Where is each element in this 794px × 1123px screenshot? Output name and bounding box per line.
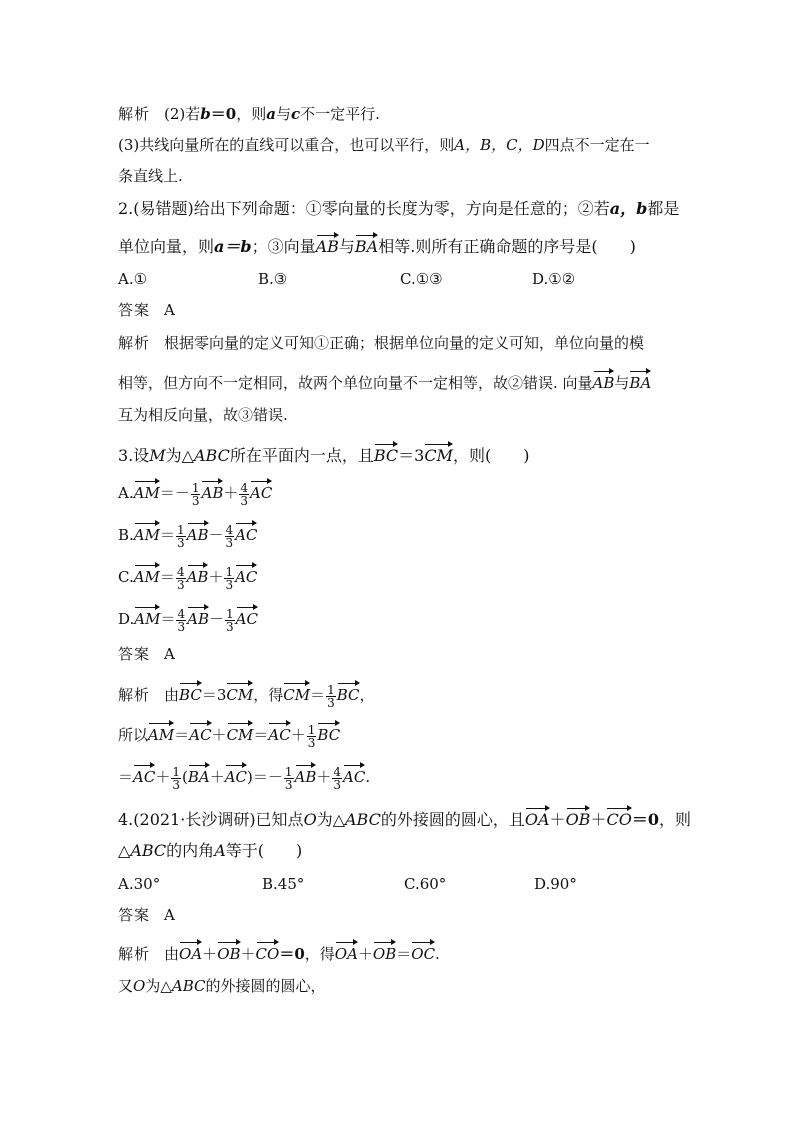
vector-co: CO (256, 939, 280, 965)
fraction (176, 566, 186, 591)
vector-cm: CM (424, 441, 453, 467)
text: ＝0 (279, 945, 305, 963)
text: ＋ (240, 945, 256, 963)
text: 2.(易错题)给出下列命题：①零向量的长度为零，方向是任意的；②若 (118, 199, 610, 218)
vector-cm: CM (227, 720, 254, 746)
answer-label: 答案 (118, 301, 151, 319)
text: . (365, 768, 371, 786)
vector-am: AM (134, 562, 160, 588)
vector-ac: AC (268, 720, 290, 746)
question-4-options (118, 873, 678, 895)
analysis-label: 解析 (118, 105, 151, 123)
text: ＋ (155, 768, 171, 786)
vector-ac: AC (236, 604, 258, 630)
option-label: D. (118, 610, 135, 628)
vector-ba: BA (355, 232, 378, 258)
option-c: C.①③ (400, 270, 443, 288)
text: ＝ (160, 526, 176, 544)
num: 1 (177, 522, 185, 537)
fraction (225, 524, 235, 549)
text: 与 (338, 237, 355, 256)
question-4-answer (118, 904, 175, 926)
fraction (224, 566, 234, 591)
text: ＋ (290, 726, 306, 744)
text: 相等.则所有正确命题的序号是( ) (378, 237, 636, 256)
text: ＝0 (631, 810, 659, 829)
option-b: B.45° (262, 875, 305, 893)
fraction (171, 766, 181, 791)
var: M (149, 446, 166, 465)
option-a: A.① (118, 270, 148, 288)
text: － (174, 484, 190, 502)
question-2-answer (118, 299, 175, 321)
fraction (239, 482, 249, 507)
text: ＋ (590, 810, 607, 829)
vector-am: AM (148, 720, 174, 746)
option-c: C.60° (404, 875, 447, 893)
den: 3 (225, 577, 234, 592)
vector-cm: CM (283, 680, 310, 706)
var-c: c (290, 105, 301, 123)
text: 四点不一定在一 (544, 136, 650, 154)
num: 1 (307, 722, 316, 737)
text: (2)若 (164, 105, 201, 123)
vector-ac: AC (235, 520, 257, 546)
vector-oa: OA (179, 939, 202, 965)
den: 3 (327, 695, 335, 710)
text: ＝ (159, 568, 175, 586)
text: )＝－ (247, 768, 283, 786)
question-3-analysis-2 (118, 720, 340, 749)
text: 条直线上. (118, 167, 183, 185)
analysis-label: 解析 (118, 334, 151, 352)
question-4-analysis-2 (118, 975, 326, 997)
fraction (326, 684, 336, 709)
analysis-line-part3-cont (118, 165, 183, 187)
fraction (176, 524, 186, 549)
question-3-answer (118, 643, 175, 665)
vector-ac: AC (189, 720, 211, 746)
analysis-line-part2 (118, 103, 380, 125)
text: 所以 (118, 726, 149, 744)
analysis-label: 解析 (118, 945, 151, 963)
fraction (191, 482, 201, 507)
option-label: C. (118, 568, 134, 586)
num: 4 (176, 564, 185, 579)
text: 不一定平行. (300, 105, 380, 123)
num: 4 (177, 606, 186, 621)
vector-ob: OB (217, 939, 240, 965)
text: ( (181, 768, 188, 786)
text: 互为相反向量，故③错误. (118, 406, 288, 424)
answer-label: 答案 (118, 906, 151, 924)
question-3-option-b (118, 520, 257, 549)
text: ＋ (316, 768, 332, 786)
text: ，则 (658, 810, 691, 829)
vector-bc: BC (317, 720, 340, 746)
vars: a＝b (214, 237, 252, 256)
question-4-analysis-1 (118, 939, 440, 965)
vector-ab: AB (201, 478, 223, 504)
text: △ (118, 841, 131, 860)
text: ＋ (211, 726, 227, 744)
text: ＝ (118, 768, 134, 786)
var: ABC (193, 446, 230, 465)
vector-bc: BC (179, 680, 202, 706)
den: 3 (333, 777, 342, 792)
text: ＝ (253, 726, 269, 744)
var-a: a (266, 105, 276, 123)
den: 3 (172, 777, 180, 792)
text: 的内角 (166, 841, 215, 860)
vector-bc: BC (337, 680, 360, 706)
num: 4 (225, 522, 234, 537)
vector-am: AM (134, 478, 160, 504)
vector-ba: BA (188, 762, 210, 788)
text: . (435, 945, 440, 963)
text: (3)共线向量所在的直线可以重合，也可以平行，则 (118, 136, 455, 154)
answer-label: 答案 (118, 645, 151, 663)
vector-ob: OB (566, 805, 591, 831)
den: 3 (240, 493, 248, 508)
vector-bc: BC (374, 441, 398, 467)
text: － (208, 526, 224, 544)
text: ＋ (549, 810, 566, 829)
num: 1 (191, 480, 200, 495)
vars: a，b (609, 199, 648, 218)
text: 与 (275, 105, 291, 123)
num: 1 (284, 764, 293, 779)
text: ＝ (310, 686, 326, 704)
num: 1 (327, 682, 335, 697)
answer-value: A (164, 906, 175, 924)
answer-value: A (164, 645, 175, 663)
den: 3 (226, 619, 234, 634)
text: ＋ (223, 484, 239, 502)
vector-ob: OB (373, 939, 396, 965)
answer-value: A (164, 301, 175, 319)
vector-ab: AB (593, 368, 615, 394)
text: ＝ (160, 610, 176, 628)
text: 又 (118, 977, 134, 995)
text: ，得 (253, 686, 284, 704)
text: 与 (614, 374, 630, 392)
text: 根据零向量的定义可知①正确；根据单位向量的定义可知，单位向量的模 (164, 334, 645, 352)
vector-ab: AB (187, 604, 209, 630)
text: 单位向量，则 (118, 237, 215, 256)
text: ＝ (396, 945, 412, 963)
text: 相等，但方向不一定相同，故两个单位向量不一定相等，故②错误. 向量 (118, 374, 593, 392)
vector-ba: BA (629, 368, 651, 394)
analysis-line-part3 (118, 134, 650, 156)
vector-oc: OC (411, 939, 435, 965)
text: 3.设 (118, 446, 150, 465)
num: 1 (172, 764, 180, 779)
question-2-stem-1 (118, 198, 679, 220)
fraction (225, 608, 235, 633)
text: ＝0 (210, 105, 237, 123)
vector-ac: AC (133, 762, 155, 788)
text: ＋ (209, 768, 225, 786)
vector-oa: OA (335, 939, 358, 965)
question-4-stem-1 (118, 805, 691, 831)
var: O (303, 810, 317, 829)
var: ABC (130, 841, 167, 860)
text: 4.(2021·长沙调研)已知点 (118, 810, 304, 829)
fraction (307, 724, 317, 749)
den: 3 (307, 735, 316, 750)
text: ，则 (236, 105, 267, 123)
vector-ab: AB (316, 232, 339, 258)
text: 的外接圆的圆心，且 (380, 810, 525, 829)
text: 等于( ) (225, 841, 303, 860)
vector-co: CO (606, 805, 631, 831)
question-3-analysis-1 (118, 680, 375, 709)
vector-oa: OA (525, 805, 550, 831)
question-2-analysis-1 (118, 332, 644, 354)
text: ，得 (304, 945, 335, 963)
option-d: D.90° (534, 875, 577, 893)
vector-ab: AB (187, 520, 209, 546)
vector-ac: AC (225, 762, 247, 788)
text: ＋ (208, 568, 224, 586)
option-label: B. (118, 526, 134, 544)
question-4-stem-2 (118, 840, 302, 862)
text: ＋ (202, 945, 218, 963)
question-3-stem (118, 441, 529, 467)
vector-ac: AC (343, 762, 365, 788)
vector-cm: CM (226, 680, 253, 706)
num: 1 (225, 564, 234, 579)
var: A (214, 841, 226, 860)
fraction (176, 608, 186, 633)
text: 为△ (165, 446, 194, 465)
text: ＋ (357, 945, 373, 963)
fraction (284, 766, 294, 791)
points: A，B，C，D (454, 136, 545, 154)
option-b: B.③ (258, 270, 288, 288)
text: － (208, 610, 224, 628)
var: ABC (345, 810, 381, 829)
fraction (332, 766, 342, 791)
vector-ab: AB (187, 562, 209, 588)
text: 所在平面内一点，且 (229, 446, 374, 465)
vector-am: AM (134, 520, 160, 546)
text: 由 (164, 686, 180, 704)
text: ；③向量 (251, 237, 316, 256)
option-d: D.①② (532, 270, 576, 288)
den: 3 (177, 535, 185, 550)
vector-ab: AB (295, 762, 317, 788)
den: 3 (225, 535, 234, 550)
var: ABC (171, 977, 206, 995)
vector-ac: AC (250, 478, 272, 504)
text: ＝ (159, 484, 175, 502)
text: 为△ (316, 810, 345, 829)
den: 3 (284, 777, 293, 792)
question-3-option-a (118, 478, 272, 507)
analysis-label: 解析 (118, 686, 151, 704)
text: ＝3 (201, 686, 227, 704)
den: 3 (191, 493, 200, 508)
var-b: b (200, 105, 211, 123)
text: ＝3 (398, 446, 425, 465)
question-2-options (118, 268, 678, 290)
den: 3 (177, 619, 186, 634)
question-2-analysis-3 (118, 404, 288, 426)
question-2-stem-2 (118, 232, 636, 258)
question-3-analysis-3 (118, 762, 370, 791)
var: O (133, 977, 146, 995)
den: 3 (176, 577, 185, 592)
text: ，则( ) (452, 446, 530, 465)
vector-ac: AC (235, 562, 257, 588)
question-2-analysis-2 (118, 368, 651, 394)
text: ＝ (174, 726, 190, 744)
num: 4 (333, 764, 342, 779)
num: 1 (226, 606, 234, 621)
text: 为△ (145, 977, 172, 995)
option-a: A.30° (118, 875, 161, 893)
text: 的外接圆的圆心， (205, 977, 326, 995)
num: 4 (240, 480, 248, 495)
text: 都是 (647, 199, 680, 218)
text: ， (359, 686, 375, 704)
question-3-option-c (118, 562, 257, 591)
question-3-option-d (118, 604, 258, 633)
text: 由 (164, 945, 180, 963)
vector-am: AM (134, 604, 160, 630)
option-label: A. (118, 484, 134, 502)
